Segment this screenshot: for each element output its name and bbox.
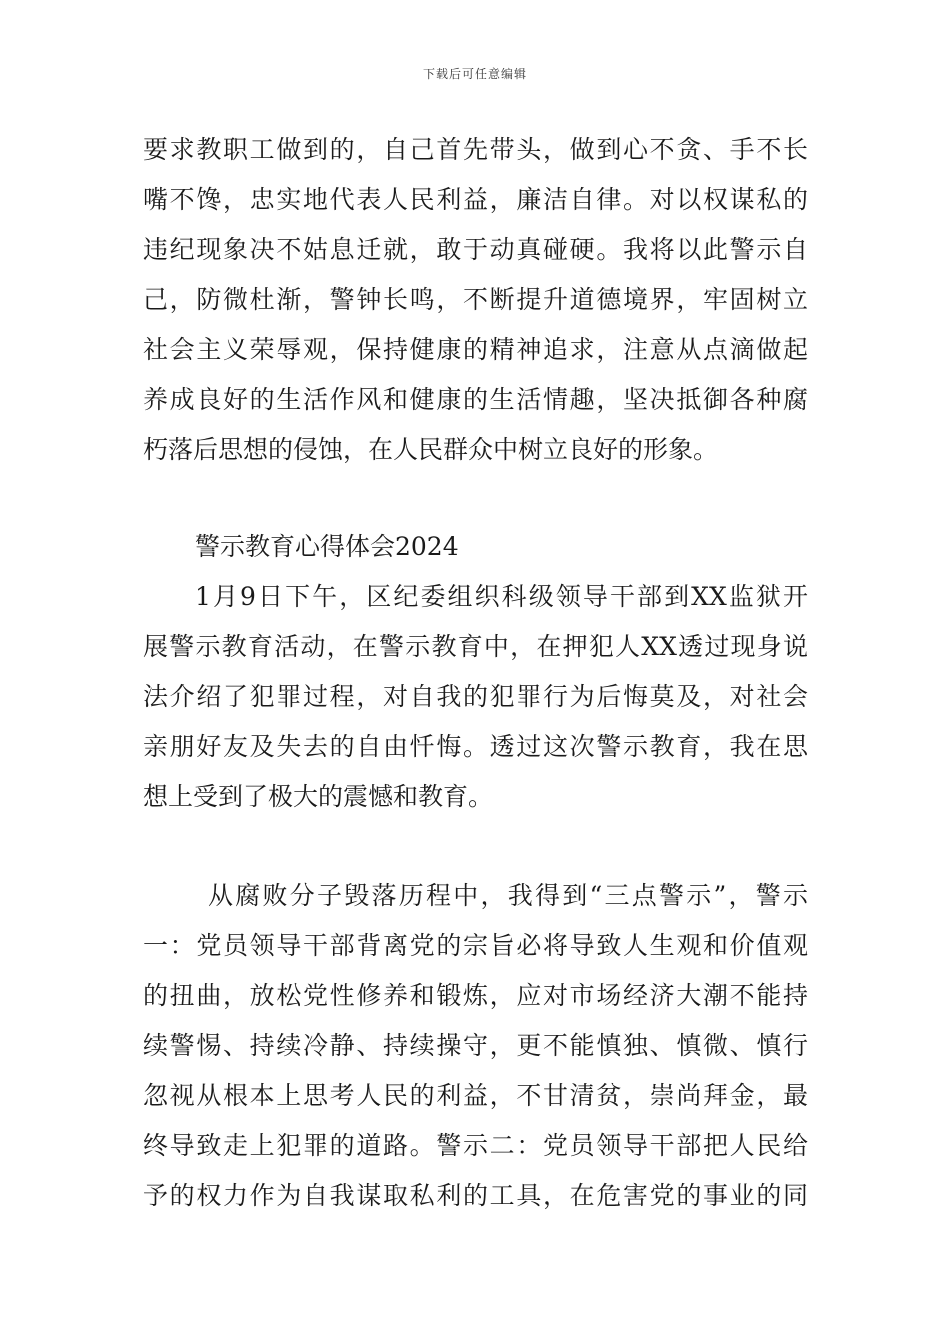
page-header-note: 下载后可任意编辑	[422, 67, 527, 81]
text-line: 违纪现象决不姑息迁就，敢于动真碰硬。我将以此警示自	[143, 235, 808, 264]
text-line: 续警惕、持续冷静、持续操守，更不能慎独、慎微、慎行	[143, 1031, 808, 1060]
text-line: 社会主义荣辱观，保持健康的精神追求，注意从点滴做起	[143, 335, 808, 364]
text-line: 要求教职工做到的，自己首先带头，做到心不贪、手不长	[143, 135, 808, 164]
section-heading: 警示教育心得体会2024	[195, 532, 459, 561]
text-line: 展警示教育活动，在警示教育中，在押犯人XX透过现身说	[143, 632, 808, 661]
text-line: 忽视从根本上思考人民的利益，不甘清贫，崇尚拜金，最	[143, 1081, 808, 1110]
text-line: 朽落后思想的侵蚀，在人民群众中树立良好的形象。	[143, 435, 719, 464]
text-line: 想上受到了极大的震憾和教育。	[143, 782, 494, 811]
text-line: 1月9日下午，区纪委组织科级领导干部到XX监狱开	[195, 582, 808, 611]
text-line: 嘴不馋，忠实地代表人民利益，廉洁自律。对以权谋私的	[143, 185, 808, 214]
text-line: 从腐败分子毁落历程中，我得到“三点警示”，警示	[208, 881, 808, 910]
text-line: 己，防微杜渐，警钟长鸣，不断提升道德境界，牢固树立	[143, 285, 808, 314]
text-line: 亲朋好友及失去的自由忏悔。透过这次警示教育，我在思	[143, 732, 808, 761]
text-line: 予的权力作为自我谋取私利的工具，在危害党的事业的同	[143, 1181, 808, 1210]
text-line: 法介绍了犯罪过程，对自我的犯罪行为后悔莫及，对社会	[143, 682, 808, 711]
text-line: 养成良好的生活作风和健康的生活情趣，坚决抵御各种腐	[143, 385, 808, 414]
text-line: 一：党员领导干部背离党的宗旨必将导致人生观和价值观	[143, 931, 808, 960]
text-line: 终导致走上犯罪的道路。警示二：党员领导干部把人民给	[143, 1131, 808, 1160]
text-line: 的扭曲，放松党性修养和锻炼，应对市场经济大潮不能持	[143, 981, 808, 1010]
